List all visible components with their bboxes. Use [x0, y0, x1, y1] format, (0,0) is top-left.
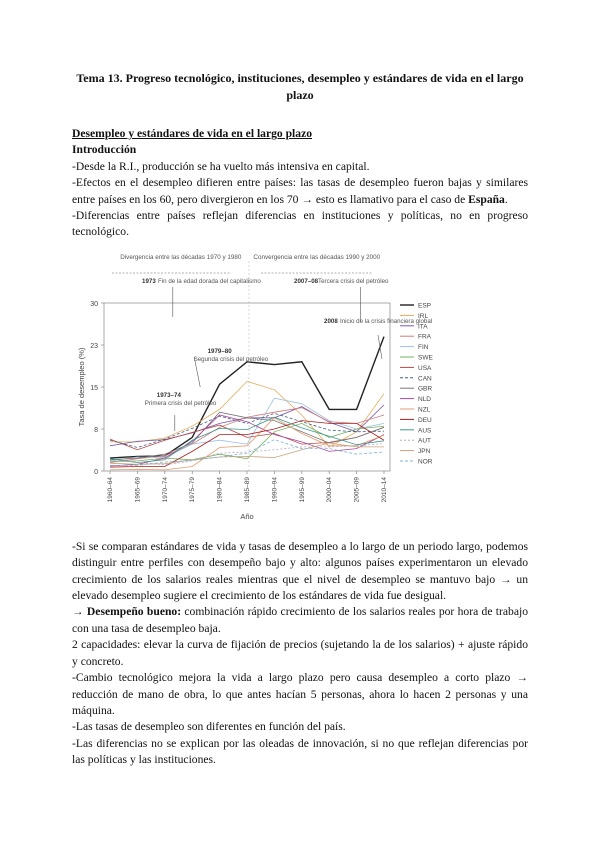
legend-label-esp: ESP	[418, 302, 432, 310]
unemployment-chart-svg	[72, 247, 528, 529]
annotation-1979-year: 1979–80	[207, 347, 232, 355]
paragraph-capacidades: 2 capacidades: elevar la curva de fijación de precios (sujetando la de los salarios) + ajuste rápido y concreto.	[72, 638, 528, 668]
x-tick-label: 2010–14	[381, 476, 388, 503]
divergence-label: Divergencia entre las décadas 1970 y 1980	[120, 253, 242, 261]
desempeno-bueno-text: combinación rápido crecimiento de los salarios reales por hora de trabajo con una tasa de desempleo baja.	[72, 605, 528, 635]
x-tick-label: 2005–09	[353, 476, 361, 503]
y-tick-label: 30	[90, 300, 98, 308]
series-line-aut	[110, 443, 384, 464]
annotation-1973-text: Fin de la edad dorada del capitalismo	[158, 277, 261, 285]
x-tick-label: 1975–79	[189, 476, 197, 503]
annotation-1979-text: Segunda crisis del petróleo	[193, 355, 269, 363]
legend-label-usa: USA	[418, 364, 432, 372]
x-tick-label: 1995–99	[298, 476, 306, 503]
annotation-1973-year: 1973	[142, 277, 156, 285]
paragraph-diferencias-politicas: -Las diferencias no se explican por las oleadas de innovación, si no que reflejan diferencias por las políticas y las instituciones.	[72, 736, 528, 767]
legend-label-gbr: GBR	[418, 385, 433, 393]
desempeno-bueno-label: → Desempeño bueno:	[72, 605, 182, 619]
legend-label-aus: AUS	[418, 427, 432, 435]
annotation-2008-text: Inicio de la crisis financiera global	[340, 317, 433, 325]
annotation-2007-year: 2007–08	[294, 277, 319, 285]
legend-label-can: CAN	[418, 375, 432, 383]
annotation-2008-pointer	[378, 335, 382, 359]
annotation-2008-year: 2008	[324, 317, 338, 325]
annotation-2007-text: Tercera crisis del petróleo	[318, 277, 389, 285]
legend-label-deu: DEU	[418, 416, 432, 424]
paragraph-diferencias: -Diferencias entre países reflejan diferencias en instituciones y políticas, no en progreso tecnológico.	[72, 209, 528, 239]
x-tick-label: 1985–89	[244, 476, 251, 503]
unemployment-chart	[72, 247, 528, 529]
legend-label-nzl: NZL	[418, 406, 431, 414]
subheading-introduccion: Introducción	[72, 143, 137, 157]
y-tick-label: 23	[90, 342, 98, 350]
paragraph-ri: -Desde la R.I., producción se ha vuelto más intensiva en capital.	[72, 159, 370, 173]
legend-label-fin: FIN	[418, 343, 429, 351]
x-tick-label: 1960–64	[107, 476, 114, 503]
legend-label-irl: IRL	[418, 312, 429, 320]
convergence-label: Convergencia entre las décadas 1990 y 2000	[253, 253, 381, 261]
legend-label-jpn: JPN	[418, 447, 431, 455]
document-title: Tema 13. Progreso tecnológico, instituciones, desempleo y estándares de vida en el largo plazo	[76, 71, 524, 102]
y-tick-label: 15	[90, 384, 98, 392]
paragraph-efectos-end: .	[504, 192, 508, 206]
legend-label-aut: AUT	[418, 437, 431, 445]
paragraph-efectos	[72, 175, 528, 208]
x-tick-label: 2000–04	[326, 476, 334, 503]
paragraph-efectos-espana: España	[468, 192, 505, 206]
legend-label-ita: ITA	[418, 323, 428, 331]
legend-label-fra: FRA	[418, 333, 431, 341]
paragraph-cambio-tecnologico: -Cambio tecnológico mejora la vida a largo plazo pero causa desempleo a corto plazo → reducción de mano de obra, lo que antes hacían 5 personas, ahora lo hacen 2 personas y una máquina.	[72, 671, 528, 717]
series-line-fra	[110, 408, 384, 463]
paragraph-efectos-text: -Efectos en el desempleo difieren entre países: las tasas de desempleo fueron bajas y similares entre países en los 60, pero divergieron en los 70 → esto es llamativo para el caso de	[72, 176, 528, 206]
paragraph-tasas-diferentes: -Las tasas de desempleo son diferentes en función del país.	[72, 720, 346, 734]
y-axis-label: Tasa de desempleo (%)	[77, 347, 86, 427]
annotation-7374-text: Primera crisis del petróleo	[144, 399, 217, 407]
x-tick-label: 1965–69	[134, 476, 142, 503]
document-page	[72, 70, 528, 769]
paragraph-comparacion: -Si se comparan estándares de vida y tasas de desempleo a lo largo de un periodo largo, podemos distinguir entre perfiles con desempeño bajo y alto: algunos países experimentaron un elevado crecimiento de los salarios reales mientras que el nivel de desempleo se mantuvo bajo → un elevado desempleo sugiere el crecimiento de los estándares de vida fue desigual.	[72, 539, 528, 603]
legend-label-swe: SWE	[418, 354, 433, 362]
x-tick-label: 1990–94	[271, 476, 279, 503]
paragraph-desempeno-bueno	[72, 604, 528, 637]
series-line-can	[110, 413, 384, 447]
annotation-7374-year: 1973–74	[156, 391, 181, 399]
section-heading: Desempleo y estándares de vida en el largo plazo	[72, 127, 313, 140]
legend-label-nld: NLD	[418, 395, 432, 403]
x-tick-label: 1970–74	[161, 476, 169, 503]
legend-label-nor: NOR	[418, 458, 433, 466]
y-tick-label: 0	[94, 468, 98, 476]
y-tick-label: 8	[94, 426, 98, 434]
x-axis-label: Año	[240, 511, 254, 521]
x-tick-label: 1980–84	[216, 476, 224, 503]
